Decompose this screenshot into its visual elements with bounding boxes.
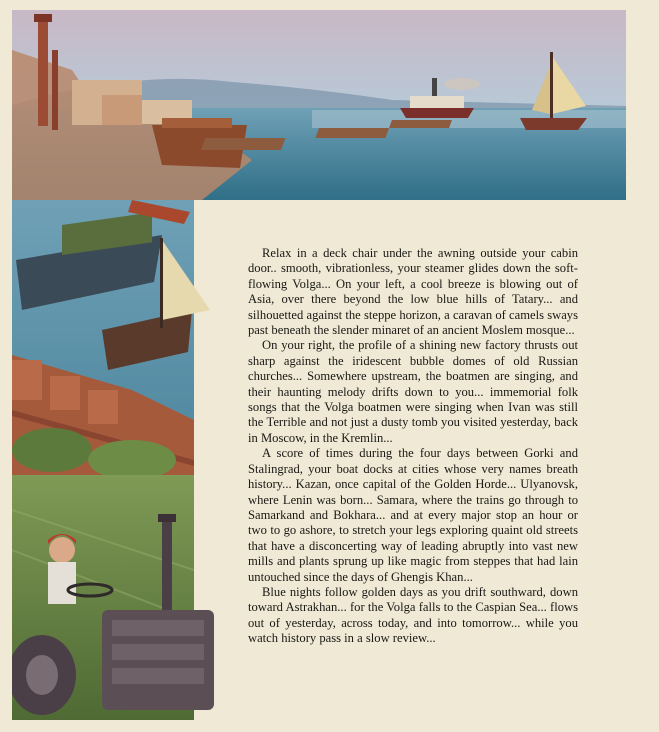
article-paragraph: Relax in a deck chair under the awning outside your cabin door.. smooth, vibrationless, your steamer glides down the soft-flowing Volga... On your left, a cool breeze is blowing out of Asia, over there beyond the low blue hills of Tatary... and silhouetted against the steppe horizon, a caravan of camels sways past beneath the slender minaret of an ancient Moslem mosque...: [248, 246, 578, 338]
article-paragraph: Blue nights follow golden days as you drift southward, down toward Astrakhan... for the Volga falls to the Caspian Sea... flows out of yesterday, across today, and into tomorrow... while you watch history pass in a slow review...: [248, 584, 578, 646]
article-paragraph: On your right, the profile of a shining new factory thrusts out sharp against the iridescent bubble domes of old Russian churches... Somewhere upstream, the boatmen are singing, and their haunting melody drifts down to you... immemorial folk songs that the Volga boatmen were singing when Ivan was still the Terrible and not just a dusty tomb you visited yesterday, back in Moscow, in the Kremlin...: [248, 338, 578, 445]
article-body: [248, 246, 578, 647]
article-paragraph: A score of times during the four days between Gorki and Stalingrad, your boat docks at cities whose very names breath history... Kazan, once capital of the Golden Horde... Ulyanovsk, where Lenin was born... Samara, where the trains go through to Samarkand and Bokhara... and at every major stop an hour or two to go ashore, to stretch your legs exploring quaint old streets that have a disconcerting way of leading abruptly into vast new mills and plants sprung up like magic from steppes that had lain untouched since the days of Ghengis Khan...: [248, 446, 578, 584]
